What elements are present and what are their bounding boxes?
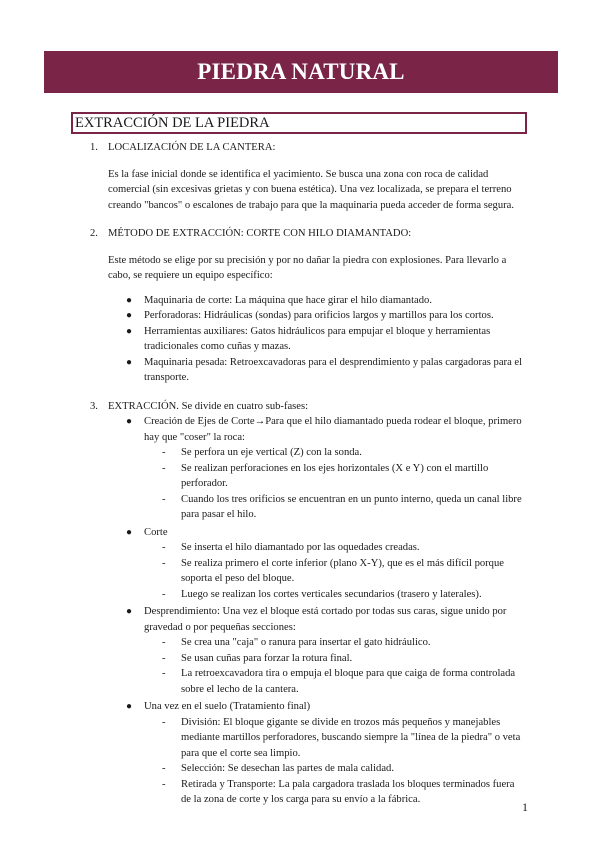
list-item: - Se usan cuñas para forzar la rotura final. bbox=[181, 651, 526, 667]
list-item-1 bbox=[0, 140, 600, 156]
subphase-item: ● Una vez en el suelo (Tratamiento final) bbox=[144, 699, 526, 715]
dash-icon: - bbox=[162, 637, 166, 648]
dash-icon: - bbox=[162, 716, 166, 728]
dash-icon: - bbox=[162, 557, 166, 569]
bullet-icon: ● bbox=[126, 356, 133, 368]
item-number: 3. bbox=[90, 400, 98, 412]
list-item-3 bbox=[0, 399, 600, 415]
list-item: - Se crea una "caja" o ranura para insertar el gato hidráulico. bbox=[181, 635, 526, 651]
list-item: - La retroexcavadora tira o empuja el bloque para que caiga de forma controlada sobre el lecho de la cantera. bbox=[162, 668, 516, 695]
item-heading: MÉTODO DE EXTRACCIÓN: CORTE CON HILO DIAMANTADO: bbox=[108, 228, 412, 239]
dash-icon: - bbox=[162, 542, 166, 553]
dash-icon: - bbox=[162, 447, 166, 458]
bullet-icon: ● bbox=[126, 416, 133, 427]
list-item: - Se perfora un eje vertical (Z) con la sonda. bbox=[181, 445, 526, 461]
list-item: - Luego se realizan los cortes verticales secundarios (trasero y laterales). bbox=[181, 587, 526, 603]
dash-icon: - bbox=[162, 493, 166, 505]
list-item: - Retirada y Transporte: La pala cargadora traslada los bloques terminados fuera de la zona de corte y los carga para su envío a la fábrica. bbox=[162, 778, 515, 805]
subphase-item: ● Desprendimiento: Una vez el bloque está cortado por todas sus caras, sigue unido por gravedad o por pequeñas secciones: bbox=[126, 606, 507, 633]
page-title: PIEDRA NATURAL bbox=[197, 59, 405, 84]
item-paragraph: Es la fase inicial donde se identifica el yacimiento. Se busca una zona con roca de calidad comercial (sin excesivas grietas y con buena estética). Una vez localizada, se prepara el terreno creando "bancos" o escalones de trabajo para que la maquinaria pueda acceder de forma segura. bbox=[108, 168, 515, 211]
item-heading: EXTRACCIÓN. Se divide en cuatro sub-fases: bbox=[108, 400, 309, 412]
bullet-icon: ● bbox=[126, 310, 133, 321]
item-heading: LOCALIZACIÓN DE LA CANTERA: bbox=[108, 142, 276, 153]
list-item: - Se inserta el hilo diamantado por las oquedades creadas. bbox=[181, 540, 526, 556]
dash-icon: - bbox=[162, 588, 166, 600]
section-title: EXTRACCIÓN DE LA PIEDRA bbox=[75, 114, 270, 131]
bullet-icon: ● bbox=[126, 294, 133, 306]
item-number: 1. bbox=[90, 142, 98, 153]
list-item: - Se realiza primero el corte inferior (plano X-Y), que es el más difícil porque soporta el peso del bloque. bbox=[162, 557, 504, 584]
bullet-icon: ● bbox=[126, 701, 133, 712]
item-paragraph: Este método se elige por su precisión y por no dañar la piedra con explosiones. Para llevarlo a cabo, se requiere un equipo específico: bbox=[108, 254, 507, 281]
list-item-2 bbox=[0, 226, 600, 242]
bullet-icon: ● bbox=[126, 606, 133, 617]
dash-icon: - bbox=[162, 652, 166, 664]
dash-icon: - bbox=[162, 763, 166, 774]
list-item: - Selección: Se desechan las partes de mala calidad. bbox=[181, 761, 526, 777]
list-item: ● Maquinaria pesada: Retroexcavadoras para el desprendimiento y palas cargadoras para el transporte. bbox=[126, 356, 523, 383]
bullet-icon: ● bbox=[126, 325, 133, 337]
item-number: 2. bbox=[90, 228, 98, 239]
document-body bbox=[0, 140, 600, 808]
dash-icon: - bbox=[162, 462, 166, 474]
page-number: 1 bbox=[522, 800, 528, 814]
list-item: - División: El bloque gigante se divide en trozos más pequeños y manejables mediante martillos perforadores, buscando siempre la "línea de la piedra" o veta para que el corte sea limpio. bbox=[162, 716, 521, 759]
list-item: ● Herramientas auxiliares: Gatos hidráulicos para empujar el bloque y herramientas tradicionales como cuñas y mazas. bbox=[126, 325, 491, 352]
bullet-icon: ● bbox=[126, 526, 133, 538]
list-item: ● Perforadoras: Hidráulicas (sondas) para orificios largos y martillos para los cortos. bbox=[144, 308, 526, 324]
dash-icon: - bbox=[162, 778, 166, 790]
list-item: ● Maquinaria de corte: La máquina que hace girar el hilo diamantado. bbox=[144, 293, 526, 309]
subphase-item: ● Corte bbox=[144, 525, 526, 541]
dash-icon: - bbox=[162, 668, 166, 679]
section-heading-box bbox=[71, 112, 527, 134]
list-item: - Se realizan perforaciones en los ejes horizontales (X e Y) con el martillo perforador. bbox=[162, 462, 489, 489]
subphase-item: ● Creación de Ejes de Corte→Para que el hilo diamantado pueda rodear el bloque, primero hay que "coser" la roca: bbox=[126, 416, 522, 443]
title-banner bbox=[44, 51, 558, 93]
list-item: - Cuando los tres orificios se encuentran en un punto interno, queda un canal libre para pasar el hilo. bbox=[162, 493, 522, 520]
